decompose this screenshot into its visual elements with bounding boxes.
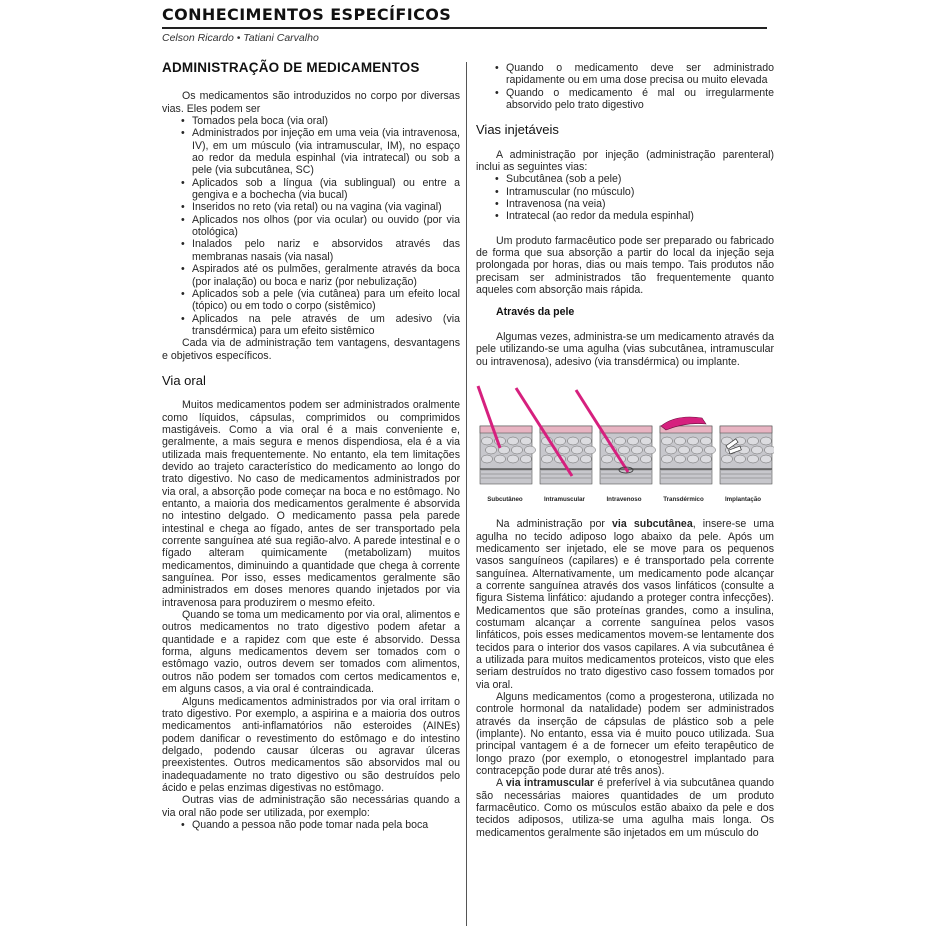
transdermal-fat-cell bbox=[701, 437, 712, 445]
via-oral-paragraph-4: Outras vias de administração são necessárias quando a via oral não pode ser utilizada, por exemplo: bbox=[162, 794, 460, 819]
intramuscular-paragraph: A via intramuscular é preferível à via subcutânea quando são necessárias maiores quantidades de um produto farmacêutico. Como os músculos estão abaixo da pele e dos tecidos adiposos, utiliza-se uma agulha mais longa. Os medicamentos geralmente são injetados em um músculo do bbox=[476, 777, 774, 839]
section-title: CONHECIMENTOS ESPECÍFICOS bbox=[162, 5, 452, 24]
intramuscular-fat-cell bbox=[581, 437, 592, 445]
subcutaneous-fat-cell bbox=[521, 455, 532, 463]
injetaveis-list bbox=[476, 173, 774, 222]
implant-fat-cell bbox=[765, 446, 775, 454]
via-oral-paragraph-1: Muitos medicamentos podem ser administrados oralmente como líquidos, cápsulas, comprimidos ou comprimidos mastigáveis. Como a via oral é a mais conveniente e, geralmente, a mais segura e menos dispendiosa, ela é a via utilizada mais frequentemente. No entanto, ela tem limitações devido ao trajeto característico do medicamento ao longo do trato digestivo. No caso de medicamentos administrados por via oral, a absorção pode começar na boca e no estômago. No entanto, a maioria dos medicamentos geralmente é absorvida no intestino delgado. O medicamento passa pela parede intestinal e chega ao fígado, antes de ser transportado pela corrente sanguínea até sua região-alvo. A parede intestinal e o fígado alteram quimicamente (metabolizam) muitos medicamentos, diminuindo a quantidade que chega à corrente sanguínea. Por isso, esses medicamentos geralmente são administrados em doses menores quando injetados por via intravenosa para produzirem o mesmo efeito. bbox=[162, 399, 460, 609]
caption-subcutaneo: Subcutâneo bbox=[487, 495, 523, 503]
via-oral-paragraph-2: Quando se toma um medicamento por via oral, alimentos e outros medicamentos no trato digestivo podem afetar a quantidade e a rapidez com que este é absorvido. Dessa forma, alguns medicamentos devem ser tomados com o estômago vazio, outros devem ser tomados com alimentos, outros não podem ser tomados com certos medicamentos e, em alguns casos, a via oral é contraindicada. bbox=[162, 609, 460, 696]
implant-fat-cell bbox=[748, 455, 759, 463]
spacer bbox=[476, 223, 774, 235]
subcutaneous-fat-cell bbox=[482, 455, 493, 463]
intravenous-fat-cell bbox=[602, 455, 613, 463]
page-header bbox=[162, 4, 782, 44]
implante-paragraph: Alguns medicamentos (como a progesterona, utilizada no controle hormonal da natalidade) podem ser administrados através da inserção de cápsulas de plástico sob a pele (implante). No entanto, essa via é muito pouco utilizada. Sua principal vantagem é a de fornecer um efeito terapêutico de longo prazo (por exemplo, o etonogestrel implantado para contracepção pode durar até três anos). bbox=[476, 691, 774, 778]
routes-closing: Cada via de administração tem vantagens, desvantagens e objetivos específicos. bbox=[162, 337, 460, 362]
intramuscular-fat-cell bbox=[585, 446, 596, 454]
caption-transdermico: Transdérmico bbox=[663, 495, 704, 503]
list-item: • Inalados pelo nariz e absorvidos através das membranas nasais (via nasal) bbox=[192, 238, 460, 263]
intravenous-fat-cell bbox=[641, 455, 652, 463]
pele-heading: Através da pele bbox=[496, 305, 575, 318]
subcutaneous-fat-cell bbox=[486, 446, 497, 454]
transdermal-fat-cell bbox=[662, 455, 673, 463]
list-item: • Aplicados nos olhos (por via ocular) ou ouvido (por via otológica) bbox=[192, 214, 460, 239]
transdermal-fat-cell bbox=[692, 446, 703, 454]
intramuscular-fat-cell bbox=[555, 437, 566, 445]
subcutaneous-fat-cell bbox=[508, 455, 519, 463]
subcutaneous-fat-cell bbox=[521, 437, 532, 445]
subcutaneous-skin-layer bbox=[480, 426, 532, 433]
caption-intramuscular: Intramuscular bbox=[544, 495, 585, 503]
via-oral-heading: Via oral bbox=[162, 372, 206, 388]
column-divider bbox=[466, 62, 467, 926]
intramuscular-fat-cell bbox=[568, 437, 579, 445]
caption-implantacao: Implantação bbox=[724, 495, 762, 503]
transdermal-fat-cell bbox=[679, 446, 690, 454]
transdermal-fat-cell bbox=[688, 437, 699, 445]
subcutaneous-fat-cell bbox=[508, 437, 519, 445]
list-item: • Subcutânea (sob a pele) bbox=[506, 173, 774, 185]
intro-paragraph: Os medicamentos são introduzidos no corpo por diversas vias. Eles podem ser bbox=[162, 90, 460, 115]
pele-paragraph: Algumas vezes, administra-se um medicamento através da pele utilizando-se uma agulha (vias subcutânea, intramuscular ou intravenosa), adesivo (via transdérmica) ou implante. bbox=[476, 330, 774, 368]
list-item: • Administrados por injeção em uma veia (via intravenosa, IV), em um músculo (via intramuscular, IM), no espaço ao redor da medula espinhal (via intratecal) ou sob a pele (via subcutânea, SC) bbox=[192, 127, 460, 176]
intravenous-fat-cell bbox=[628, 455, 639, 463]
intravenous-fat-cell bbox=[615, 437, 626, 445]
injection-routes-figure bbox=[476, 384, 774, 506]
transdermal-fat-cell bbox=[675, 437, 686, 445]
intravenous-fat-cell bbox=[641, 437, 652, 445]
intravenous-fat-cell bbox=[632, 446, 643, 454]
transdermal-fat-cell bbox=[662, 437, 673, 445]
list-item: • Intramuscular (no músculo) bbox=[506, 186, 774, 198]
list-item: • Inseridos no reto (via retal) ou na vagina (via vaginal) bbox=[192, 201, 460, 213]
implant-fat-cell bbox=[722, 455, 733, 463]
list-item: • Intravenosa (na veia) bbox=[506, 198, 774, 210]
via-oral-paragraph-3: Alguns medicamentos administrados por via oral irritam o trato digestivo. Por exemplo, a aspirina e a maioria dos outros medicamentos anti-inflamatórios não esteroides (AINEs) podem danificar o revestimento do estômago e do intestino delgado, podendo causar úlceras ou agravar úlceras preexistentes. Outros medicamentos são absorvidos mal ou inadequadamente no trato digestivo ou são destruídos pelo ácido e pelas enzimas digestivas no estômago. bbox=[162, 695, 460, 794]
list-item: • Intratecal (ao redor da medula espinhal) bbox=[506, 210, 774, 222]
transdermal-fat-cell bbox=[705, 446, 716, 454]
subcutaneous-fat-cell bbox=[512, 446, 523, 454]
implant-fat-cell bbox=[748, 437, 759, 445]
injetaveis-heading: Vias injetáveis bbox=[476, 122, 559, 138]
transdermal-fat-cell bbox=[675, 455, 686, 463]
implant-fat-cell bbox=[752, 446, 763, 454]
transdermal-fat-cell bbox=[688, 455, 699, 463]
list-item: • Tomados pela boca (via oral) bbox=[192, 115, 460, 127]
injection-routes-illustration bbox=[476, 384, 774, 492]
list-item: • Aplicados sob a língua (via sublingual) ou entre a gengiva e a bochecha (via bucal) bbox=[192, 177, 460, 202]
right-column bbox=[476, 62, 774, 839]
list-item: • Quando o medicamento deve ser administrado rapidamente ou em uma dose precisa ou muito elevada bbox=[506, 62, 774, 87]
transdermal-fat-cell bbox=[701, 455, 712, 463]
authors: Celson Ricardo • Tatiani Carvalho bbox=[162, 32, 319, 44]
intramuscular-fat-cell bbox=[568, 455, 579, 463]
intravenous-skin-layer bbox=[600, 426, 652, 433]
intravenous-fat-cell bbox=[645, 446, 656, 454]
intramuscular-skin-layer bbox=[540, 426, 592, 433]
intravenous-fat-cell bbox=[628, 437, 639, 445]
spacer bbox=[476, 506, 774, 518]
transdermal-fat-cell bbox=[666, 446, 677, 454]
caption-intravenoso: Intravenoso bbox=[606, 495, 642, 503]
intravenous-fat-cell bbox=[619, 446, 630, 454]
article-title: ADMINISTRAÇÃO DE MEDICAMENTOS bbox=[162, 60, 420, 75]
intramuscular-fat-cell bbox=[559, 446, 570, 454]
subcutaneous-fat-cell bbox=[482, 437, 493, 445]
subcutanea-paragraph: Na administração por via subcutânea, insere-se uma agulha no tecido adiposo logo abaixo da pele. Após um medicamento ser injetado, ele se move para os pequenos vasos sanguíneos (capilares) e é transportado pela corrente sanguínea. Alternativamente, um medicamento pode alcançar a corrente sanguínea através dos vasos linfáticos (consulte a figura Sistema linfático: ajudando a proteger contra infecções). Medicamentos que são proteínas grandes, como a insulina, costumam alcançar a corrente sanguínea pelos vasos linfáticos, pois esses medicamentos movem-se lentamente dos tecidos para o interior dos vasos capilares. A via subcutânea é a utilizada para muitos medicamentos proteicos, visto que eles seriam destruídos no trato digestivo caso fossem tomados por via oral. bbox=[476, 518, 774, 691]
intramuscular-fat-cell bbox=[572, 446, 583, 454]
list-item: • Aplicados sob a pele (via cutânea) para um efeito local (tópico) ou em todo o corpo (sistêmico) bbox=[192, 288, 460, 313]
routes-list bbox=[162, 115, 460, 337]
implant-fat-cell bbox=[761, 437, 772, 445]
oral-cases-list bbox=[162, 819, 460, 831]
injetaveis-intro: A administração por injeção (administração parenteral) inclui as seguintes vias: bbox=[476, 148, 774, 174]
list-item: • Quando o medicamento é mal ou irregularmente absorvido pelo trato digestivo bbox=[506, 87, 774, 112]
list-item: • Quando a pessoa não pode tomar nada pela boca bbox=[192, 819, 460, 831]
implant-skin-layer bbox=[720, 426, 772, 433]
figure-captions bbox=[476, 494, 774, 506]
implant-fat-cell bbox=[761, 455, 772, 463]
list-item: • Aplicados na pele através de um adesivo (via transdérmica) para um efeito sistêmico bbox=[192, 313, 460, 338]
injetaveis-paragraph-2: Um produto farmacêutico pode ser preparado ou fabricado de forma que sua absorção a partir do local da injeção seja prolongada por horas, dias ou mais tempo. Tais produtos não precisam ser administrados tão frequentemente quanto aqueles com absorção mais rápida. bbox=[476, 234, 774, 297]
intramuscular-fat-cell bbox=[581, 455, 592, 463]
list-item: • Aspirados até os pulmões, geralmente através da boca (por inalação) ou boca e nariz (por nebulização) bbox=[192, 263, 460, 288]
oral-cases-list-continued bbox=[476, 62, 774, 111]
implant-fat-cell bbox=[735, 455, 746, 463]
left-column bbox=[162, 62, 460, 831]
header-rule bbox=[162, 27, 767, 29]
subcutaneous-fat-cell bbox=[525, 446, 536, 454]
intramuscular-fat-cell bbox=[542, 455, 553, 463]
subcutaneous-fat-cell bbox=[495, 455, 506, 463]
